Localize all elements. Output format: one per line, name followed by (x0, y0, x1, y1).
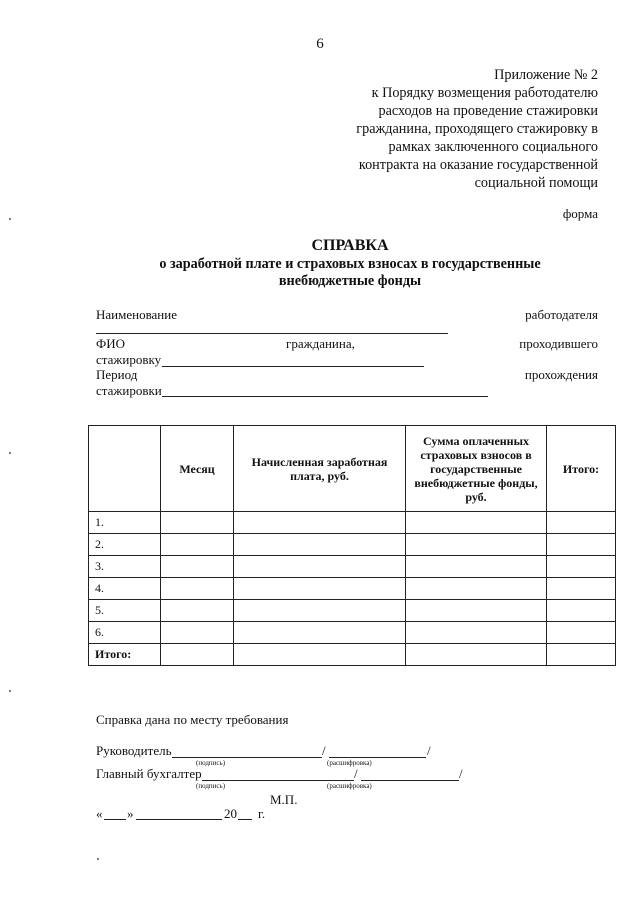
table-row (89, 600, 616, 622)
salary-cell[interactable] (234, 622, 406, 644)
chief-accountant-label: Главный бухгалтер (96, 766, 202, 781)
passed-label: проходившего (519, 336, 598, 351)
appendix-line: рамках заключенного социального (388, 139, 598, 155)
signature-hint: (подпись) (196, 782, 226, 790)
year-suffix: г. (258, 806, 266, 821)
contributions-cell[interactable] (406, 578, 547, 600)
header-month: Месяц (161, 426, 234, 512)
appendix-line: контракта на оказание государственной (358, 157, 598, 173)
total-cell[interactable] (547, 600, 616, 622)
appendix-line: социальной помощи (474, 175, 598, 191)
header-contributions: Сумма оплаченных страховых взносов в государственные внебюджетные фонды, руб. (406, 426, 547, 512)
contributions-cell[interactable] (406, 534, 547, 556)
month-cell[interactable] (161, 644, 234, 666)
month-cell[interactable] (161, 512, 234, 534)
scan-speck (9, 452, 11, 454)
table-total-row (89, 644, 616, 666)
date-month-field[interactable] (136, 819, 222, 820)
period-field[interactable] (162, 396, 488, 397)
internship-label: стажировку (96, 352, 162, 367)
slash: / (427, 743, 431, 758)
salary-table (88, 425, 616, 666)
issued-note: Справка дана по месту требования (96, 712, 289, 727)
total-cell[interactable] (547, 622, 616, 644)
row-number: 3. (89, 556, 161, 578)
year-prefix: 20 (224, 806, 237, 821)
appendix-line: расходов на проведение стажировки (378, 103, 598, 119)
contributions-cell[interactable] (406, 622, 547, 644)
decoding-hint: (расшифровка) (327, 782, 372, 790)
name-label: Наименование (96, 307, 177, 322)
decoding-hint: (расшифровка) (327, 759, 372, 767)
contributions-cell[interactable] (406, 644, 547, 666)
employer-name-field[interactable] (96, 333, 448, 334)
signature-hint: (подпись) (196, 759, 226, 767)
appendix-header (298, 66, 598, 192)
row-number: 6. (89, 622, 161, 644)
date-year-field[interactable] (238, 819, 252, 820)
scan-speck (97, 858, 99, 860)
date-open-quote: « (96, 806, 103, 821)
head-signature-field[interactable] (172, 757, 322, 758)
contributions-cell[interactable] (406, 512, 547, 534)
total-cell[interactable] (547, 534, 616, 556)
employer-label: работодателя (525, 307, 598, 322)
salary-cell[interactable] (234, 600, 406, 622)
slash: / (354, 766, 358, 781)
table-header-row (89, 426, 616, 512)
document-title (0, 236, 640, 290)
title-subtitle-line2: внебюджетные фонды (278, 273, 422, 289)
title-main: СПРАВКА (311, 237, 389, 254)
accountant-signature-field[interactable] (202, 780, 354, 781)
month-cell[interactable] (161, 600, 234, 622)
header-total: Итого: (547, 426, 616, 512)
date-close-quote: » (127, 806, 134, 821)
total-cell[interactable] (547, 644, 616, 666)
month-cell[interactable] (161, 622, 234, 644)
month-cell[interactable] (161, 556, 234, 578)
row-number: 1. (89, 512, 161, 534)
contributions-cell[interactable] (406, 600, 547, 622)
row-number: 5. (89, 600, 161, 622)
total-cell[interactable] (547, 578, 616, 600)
row-number: 2. (89, 534, 161, 556)
slash: / (322, 743, 326, 758)
table-row (89, 622, 616, 644)
contributions-cell[interactable] (406, 556, 547, 578)
passing-label: прохождения (524, 367, 598, 382)
header-number (89, 426, 161, 512)
form-label: форма (562, 206, 598, 221)
row-number: 4. (89, 578, 161, 600)
salary-cell[interactable] (234, 644, 406, 666)
accountant-decoding-field[interactable] (361, 780, 459, 781)
salary-cell[interactable] (234, 578, 406, 600)
internship-gen-label: стажировки (96, 383, 162, 398)
total-cell[interactable] (547, 512, 616, 534)
head-decoding-field[interactable] (329, 757, 426, 758)
header-salary: Начисленная заработная плата, руб. (234, 426, 406, 512)
table-row (89, 512, 616, 534)
appendix-line: гражданина, проходящего стажировку в (356, 121, 598, 137)
slash: / (459, 766, 463, 781)
total-cell[interactable] (547, 556, 616, 578)
citizen-label: гражданина, (286, 336, 355, 351)
table-row (89, 534, 616, 556)
page-number: 6 (316, 36, 324, 52)
fio-field[interactable] (162, 366, 424, 367)
stamp-label: М.П. (270, 792, 298, 807)
scan-speck (9, 690, 11, 692)
appendix-line: к Порядку возмещения работодателю (371, 85, 598, 101)
salary-cell[interactable] (234, 534, 406, 556)
month-cell[interactable] (161, 534, 234, 556)
scan-speck (9, 218, 11, 220)
fio-label: ФИО (96, 336, 126, 351)
month-cell[interactable] (161, 578, 234, 600)
title-subtitle-line1: о заработной плате и страховых взносах в государственные (159, 256, 541, 272)
salary-cell[interactable] (234, 556, 406, 578)
appendix-line: Приложение № 2 (494, 67, 598, 83)
period-label: Период (96, 367, 138, 382)
head-label: Руководитель (96, 743, 172, 758)
table-row (89, 578, 616, 600)
table-row (89, 556, 616, 578)
total-row-label: Итого: (89, 644, 161, 666)
salary-cell[interactable] (234, 512, 406, 534)
date-day-field[interactable] (104, 819, 126, 820)
